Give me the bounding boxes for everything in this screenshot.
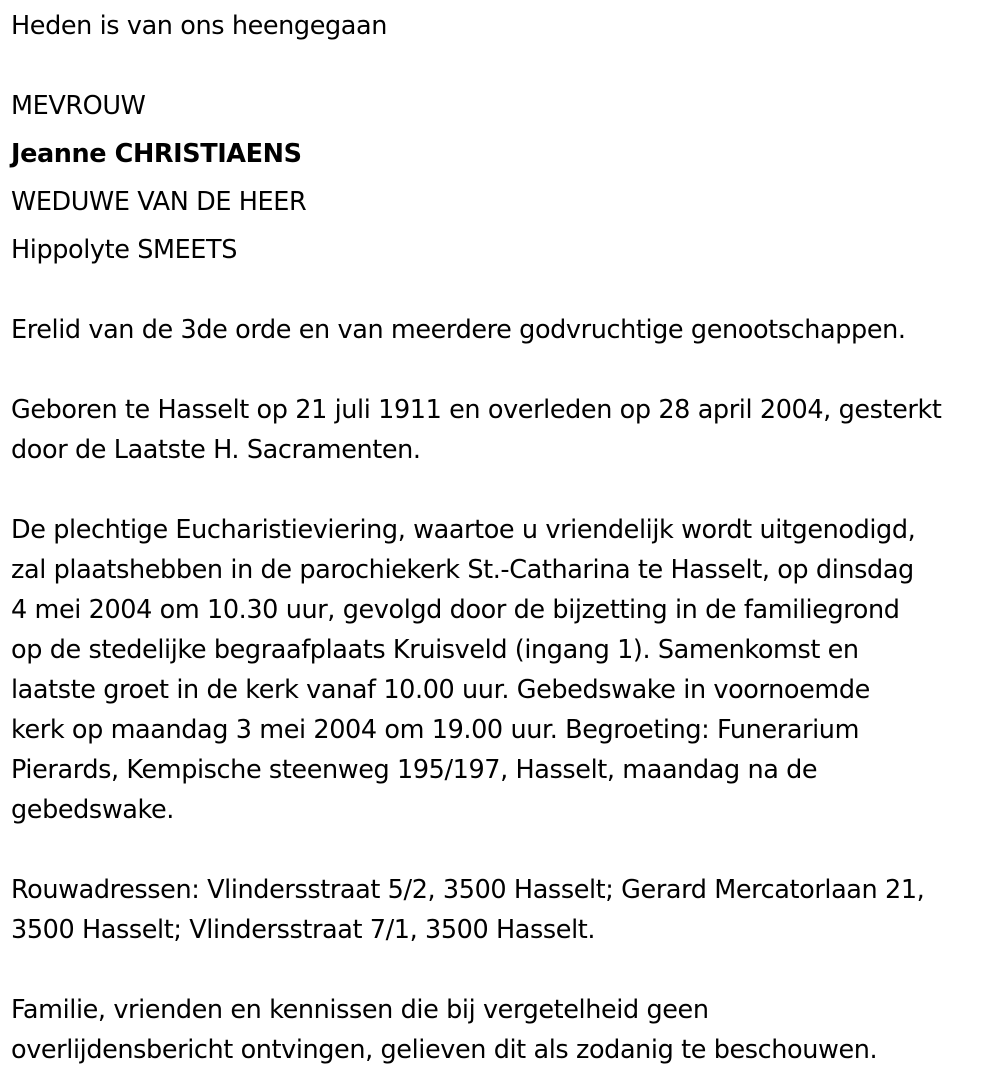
spouse-name: Hippolyte SMEETS [11, 235, 237, 265]
intro-text: Heden is van ons heengegaan [11, 11, 387, 41]
membership-text: Erelid van de 3de orde en van meerdere godvruchtige genootschappen. [11, 315, 906, 345]
addresses-paragraph [11, 870, 996, 950]
ceremony-line: zal plaatshebben in de parochiekerk St.-Catharina te Hasselt, op dinsdag [11, 555, 914, 585]
deceased-name: Jeanne CHRISTIAENS [11, 139, 302, 169]
honorific: MEVROUW [11, 91, 146, 121]
closing-line: Familie, vrienden en kennissen die bij vergetelheid geen [11, 995, 709, 1025]
birth-death-line: Geboren te Hasselt op 21 juli 1911 en overleden op 28 april 2004, gesterkt [11, 395, 942, 425]
ceremony-paragraph [11, 510, 996, 830]
closing-paragraph [11, 990, 996, 1070]
ceremony-line: Pierards, Kempische steenweg 195/197, Hasselt, maandag na de [11, 755, 818, 785]
birth-death-line: door de Laatste H. Sacramenten. [11, 435, 421, 465]
birth-death-paragraph [11, 390, 996, 470]
closing-line: overlijdensbericht ontvingen, gelieven dit als zodanig te beschouwen. [11, 1035, 878, 1065]
address-line: 3500 Hasselt; Vlindersstraat 7/1, 3500 Hasselt. [11, 915, 596, 945]
relation-text: WEDUWE VAN DE HEER [11, 187, 307, 217]
ceremony-line: 4 mei 2004 om 10.30 uur, gevolgd door de bijzetting in de familiegrond [11, 595, 900, 625]
ceremony-line: gebedswake. [11, 795, 174, 825]
ceremony-line: laatste groet in de kerk vanaf 10.00 uur. Gebedswake in voornoemde [11, 675, 870, 705]
ceremony-line: kerk op maandag 3 mei 2004 om 19.00 uur. Begroeting: Funerarium [11, 715, 860, 745]
address-line: Rouwadressen: Vlindersstraat 5/2, 3500 Hasselt; Gerard Mercatorlaan 21, [11, 875, 925, 905]
ceremony-line: De plechtige Eucharistieviering, waartoe u vriendelijk wordt uitgenodigd, [11, 515, 916, 545]
ceremony-line: op de stedelijke begraafplaats Kruisveld (ingang 1). Samenkomst en [11, 635, 859, 665]
